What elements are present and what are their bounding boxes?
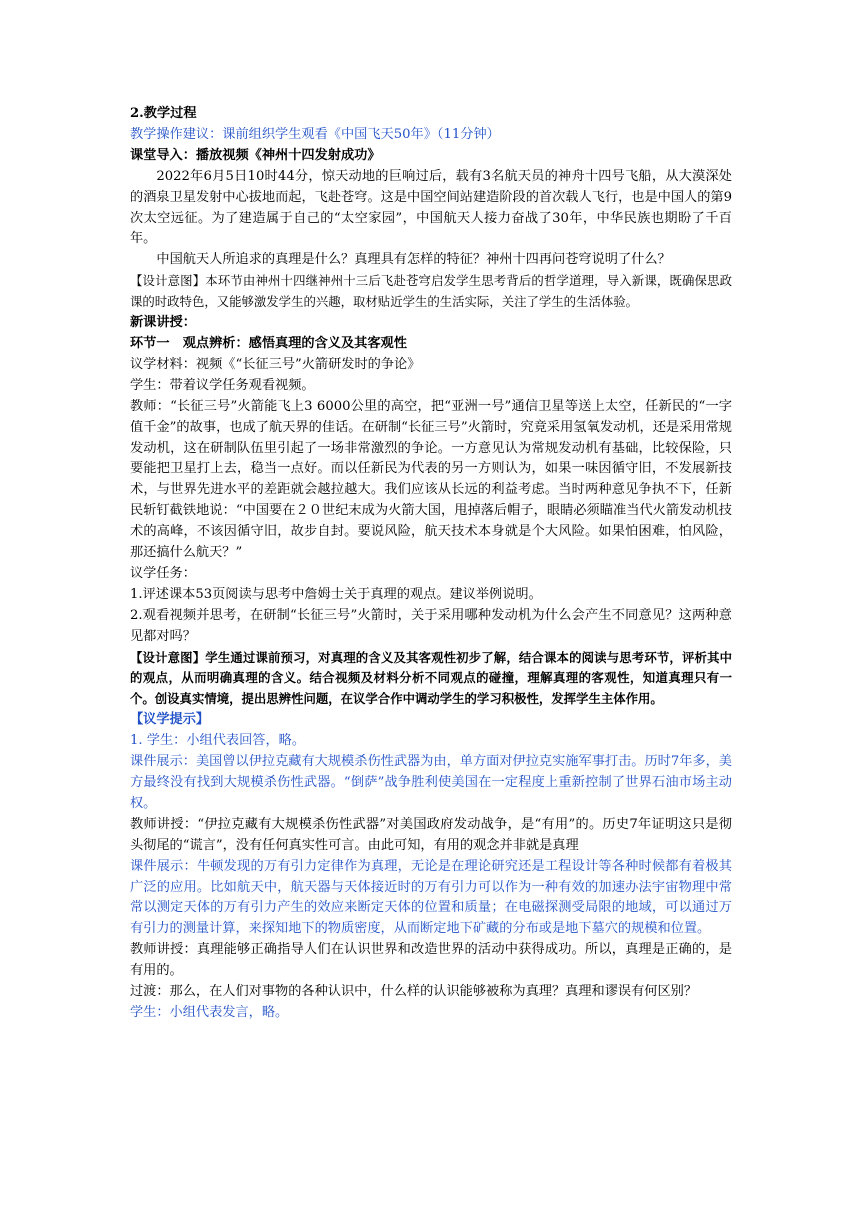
hint-1: 1. 学生：小组代表回答，略。 [130, 733, 306, 749]
operation-tip: 教学操作建议：课前组织学生观看《中国飞天50年》（11分钟） [130, 126, 500, 142]
student-watch: 学生：带着议学任务观看视频。 [130, 377, 315, 393]
intro-questions: 中国航天人所追求的真理是什么？真理具有怎样的特征？神州十四再问苍穹说明了什么？ [156, 252, 671, 268]
section-one-title: 环节一 观点辨析：感悟真理的含义及其客观性 [130, 335, 407, 351]
courseware-1: 课件展示：美国曾以伊拉克藏有大规模杀伤性武器为由，单方面对伊拉克实施军事打击。历时7年多，美方最终没有找到大规模杀伤性武器。“倒萨”战争胜利使美国在一定程度上重新控制了世界石油市场主动权。 [130, 754, 732, 811]
intro-paragraph: 2022年6月5日10时44分，惊天动地的巨响过后，载有3名航天员的神舟十四号飞船，从大漠深处的酒泉卫星发射中心拔地而起，飞赴苍穹。这是中国空间站建造阶段的首次载人飞行，也是中国人的第9次太空远征。为了建造属于自己的“太空家园”，中国航天人接力奋战了30年，中华民族也期盼了千百年。 [130, 168, 732, 247]
section-heading: 2.教学过程 [130, 106, 197, 121]
transition: 过渡：那么，在人们对事物的各种认识中，什么样的认识能够被称为真理？真理和谬误有何区别？ [130, 984, 698, 1000]
task-2: 2.观看视频并思考，在研制“长征三号”火箭时，关于采用哪种发动机为什么会产生不同意见？这两种意见都对吗？ [130, 607, 732, 644]
teacher-explain-2: 教师讲授：真理能够正确指导人们在认识世界和改造世界的活动中获得成功。所以，真理是正确的，是有用的。 [130, 942, 732, 979]
discussion-material: 议学材料：视频《“长征三号”火箭研发时的争论》 [130, 356, 421, 372]
teacher-story: 教师：“长征三号”火箭能飞上3 6000公里的高空，把“亚洲一号”通信卫星等送上太空，任新民的“一字值千金”的故事，也成了航天界的佳话。在研制“长征三号”火箭时，究竟采用氢氧发动机，还是采用常规发动机，这在研制队伍里引起了一场非常激烈的争论。一方意见认为常规发动机有基础，比较保险，只要能把卫星打上去，稳当一点好。而以任新民为代表的另一方则认为，如果一味因循守旧，不发展新技术，与世界先进水平的差距就会越拉越大。我们应该从长远的利益考虑。当时两种意见争执不下，任新民斩钉截铁地说：“中国要在２０世纪末成为火箭大国，甩掉落后帽子，眼睛必须瞄准当代火箭发动机技术的高峰，不该因循守旧，故步自封。要说风险，航天技术本身就是个大风险。如果怕困难，怕风险，那还搞什么航天？” [130, 398, 732, 561]
task-label: 议学任务： [130, 565, 196, 581]
task-1: 1.评述课本53页阅读与思考中詹姆士关于真理的观点。建议举例说明。 [130, 586, 542, 602]
design-intent-2: 【设计意图】学生通过课前预习，对真理的含义及其客观性初步了解，结合课本的阅读与思考环节，评析其中的观点，从而明确真理的含义。结合视频及材料分析不同观点的碰撞，理解真理的客观性，知道真理只有一个。创设真实情境，提出思辨性问题，在议学合作中调动学生的学习积极性，发挥学生主体作用。 [130, 649, 732, 707]
design-intent-1: 【设计意图】本环节由神州十四继神州十三后飞赴苍穹启发学生思考背后的哲学道理，导入新课，既确保思政课的时政特色，又能够激发学生的兴趣，取材贴近学生的生活实际，关注了学生的生活体验。 [130, 273, 732, 310]
intro-title: 课堂导入：播放视频《神州十四发射成功》 [130, 147, 381, 163]
new-lesson-label: 新课讲授： [130, 315, 196, 331]
student-answer: 学生：小组代表发言，略。 [130, 1004, 289, 1020]
courseware-2: 课件展示：牛顿发现的万有引力定律作为真理，无论是在理论研究还是工程设计等各种时候都有着极其广泛的应用。比如航天中，航天器与天体接近时的万有引力可以作为一种有效的加速办法宇宙物理中常常以测定天体的万有引力产生的效应来断定天体的位置和质量；在电磁探测受局限的地域，可以通过万有引力的测量计算，来探知地下的物质密度，从而断定地下矿藏的分布或是地下墓穴的规模和位置。 [130, 858, 732, 937]
hint-title: 【议学提示】 [130, 712, 210, 728]
teacher-explain-1: 教师讲授：“伊拉克藏有大规模杀伤性武器”对美国政府发动战争，是“有用”的。历史7年证明这只是彻头彻尾的“谎言”，没有任何真实性可言。由此可知，有用的观念并非就是真理 [130, 816, 732, 853]
document-page [130, 104, 732, 1024]
